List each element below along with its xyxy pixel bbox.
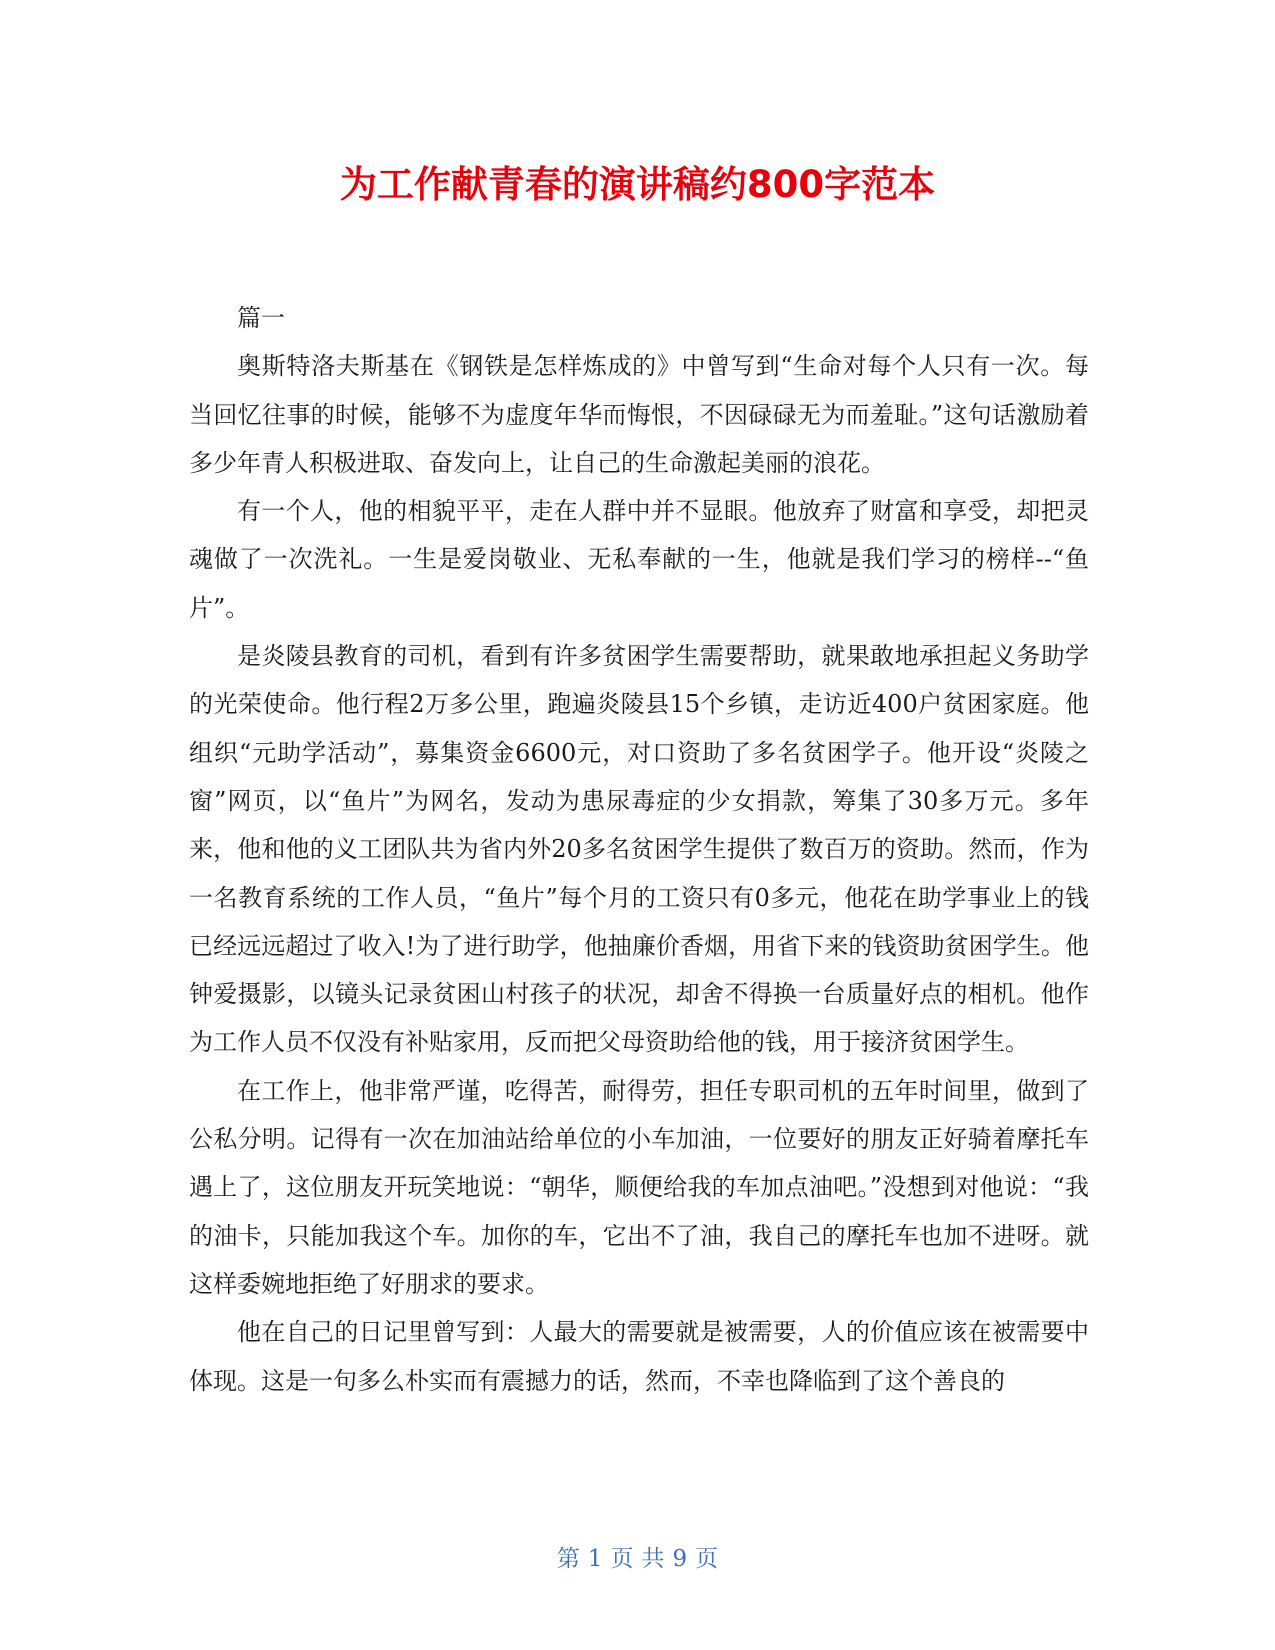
page-word: 页 (610, 1546, 634, 1572)
paragraph: 是炎陵县教育的司机，看到有许多贫困学生需要帮助，就果敢地承担起义务助学的光荣使命。他行程2万多公里，跑遍炎陵县15个乡镇，走访近400户贫困家庭。他组织“元助学活动”，募集资金6600元，对口资助了多名贫困学子。他开设“炎陵之窗”网页，以“鱼片”为网名，发动为患尿毒症的少女捐款，筹集了30多万元。多年来，他和他的义工团队共为省内外20多名贫困学生提供了数百万的资助。然而，作为一名教育系统的工作人员，“鱼片”每个月的工资只有0多元，他花在助学事业上的钱已经远远超过了收入!为了进行助学，他抽廉价香烟，用省下来的钱资助贫困学生。他钟爱摄影，以镜头记录贫困山村孩子的状况，却舍不得换一台质量好点的相机。他作为工作人员不仅没有补贴家用，反而把父母资助给他的钱，用于接济贫困学生。 (189, 642, 1089, 1057)
paragraph: 他在自己的日记里曾写到：人最大的需要就是被需要，人的价值应该在被需要中体现。这是一句多么朴实而有震撼力的话，然而，不幸也降临到了这个善良的 (189, 1318, 1089, 1395)
paragraph: 有一个人，他的相貌平平，走在人群中并不显眼。他放弃了财富和享受，却把灵魂做了一次洗礼。一生是爱岗敬业、无私奉献的一生，他就是我们学习的榜样--“鱼片”。 (189, 497, 1089, 622)
page-footer (0, 1544, 1275, 1574)
page-prefix: 第 (556, 1546, 580, 1572)
total-pages-number: 9 (672, 1546, 688, 1572)
document-title: 为工作献青春的演讲稿约800字范本 (339, 163, 936, 206)
total-suffix: 页 (695, 1546, 719, 1572)
section-heading: 篇一 (237, 304, 285, 332)
paragraph: 在工作上，他非常严谨，吃得苦，耐得劳，担任专职司机的五年时间里，做到了公私分明。记得有一次在加油站给单位的小车加油，一位要好的朋友正好骑着摩托车遇上了，这位朋友开玩笑地说：“朝华，顺便给我的车加点油吧。”没想到对他说：“我的油卡，只能加我这个车。加你的车，它出不了油，我自己的摩托车也加不进呀。就这样委婉地拒绝了好朋求的要求。 (189, 1076, 1089, 1298)
total-prefix: 共 (641, 1546, 665, 1572)
document-body (189, 294, 1089, 1405)
paragraph: 奥斯特洛夫斯基在《钢铁是怎样炼成的》中曾写到“生命对每个人只有一次。每当回忆往事的时候，能够不为虚度年华而悔恨，不因碌碌无为而羞耻。”这句话激励着多少年青人积极进取、奋发向上，让自己的生命激起美丽的浪花。 (189, 352, 1089, 477)
current-page-number: 1 (587, 1546, 603, 1572)
